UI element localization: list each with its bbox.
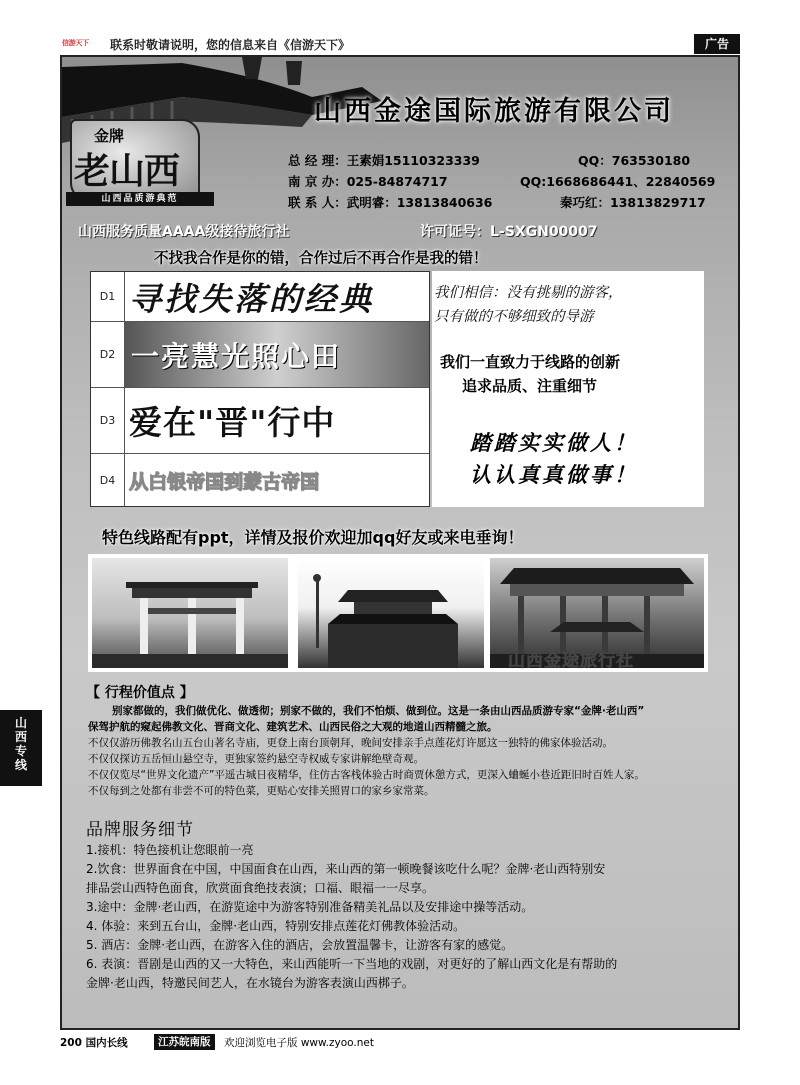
brand-name: 老山西 xyxy=(74,150,180,192)
photo-caption: 山西金途旅行社 xyxy=(508,651,634,671)
day-theme: 一亮慧光照心田 xyxy=(125,322,429,387)
qq-contact-1: QQ：763530180 xyxy=(578,153,691,168)
day-label: D4 xyxy=(91,454,125,506)
side-tab-char: 线 xyxy=(14,758,27,772)
day-itinerary-table xyxy=(90,271,430,507)
side-tab-char: 专 xyxy=(14,744,27,758)
service-item: 4. 体验：来到五台山，金牌·老山西，特别安排点莲花灯佛教体验活动。 xyxy=(86,919,466,933)
highlights-title: 【 行程价值点 】 xyxy=(86,685,194,701)
gm-contact: 总 经 理：王素娟15110323339 xyxy=(288,153,480,168)
service-item: 2.饮食：世界面食在中国，中国面食在山西，来山西的第一顿晚餐该吃什么呢？金牌·老山西特别安 xyxy=(86,862,606,876)
contact-person-2: 秦巧红：13813829717 xyxy=(560,195,706,210)
belief-line-1: 我们相信：没有挑剔的游客， xyxy=(434,285,623,301)
service-item: 1.接机：特色接机让您眼前一亮 xyxy=(86,843,254,857)
website-link[interactable]: 欢迎浏览电子版 www.zyoo.net xyxy=(224,1037,374,1049)
day-theme: 爱在"晋"行中 xyxy=(129,403,336,442)
tagline: 不找我合作是你的错，合作过后不再合作是我的错！ xyxy=(154,250,488,267)
day-label: D1 xyxy=(91,272,125,321)
highlight-paragraph: 不仅每到之处都有非尝不可的特色菜，更贴心安排关照胃口的家乡家常菜。 xyxy=(88,785,435,797)
highlight-paragraph: 别家都做的，我们做优化、做透彻；别家不做的，我们不怕烦、做到位。这是一条由山西品质游专家“金牌·老山西” xyxy=(112,705,645,717)
day-theme: 从白银帝国到蒙古帝国 xyxy=(129,470,320,493)
highlight-paragraph: 不仅仅探访五岳恒山悬空寺，更独家签约悬空寺权威专家讲解绝壁奇观。 xyxy=(88,753,424,765)
highlight-paragraph: 不仅仅览尽“世界文化遗产”平遥古城日夜精华，住仿古客栈体验古时商贾休憩方式，更深入蛐蜒小巷近距旧时百姓人家。 xyxy=(88,769,645,781)
commitment-line-1: 我们一直致力于线路的创新 xyxy=(440,353,621,371)
brand-badge xyxy=(70,119,200,201)
highlight-paragraph: 保驾护航的窥起佛教文化、晋商文化、建筑艺术、山西民俗之大观的地道山西精髓之旅。 xyxy=(88,721,498,733)
photo-memorial-arch xyxy=(92,558,288,668)
section-side-tab xyxy=(0,710,42,786)
service-item: 排品尝山西特色面食，欣赏面食绝技表演；口福、眼福一一尽享。 xyxy=(86,881,435,895)
day-label: D3 xyxy=(91,388,125,453)
photo-city-gate-tower xyxy=(298,558,484,668)
ad-label: 广告 xyxy=(694,34,740,54)
top-strip xyxy=(0,34,800,54)
qq-contact-2: QQ:1668686441、22840569 xyxy=(520,174,716,189)
contact-block xyxy=(288,151,734,214)
publication-logo: 信游天下 xyxy=(62,39,89,47)
day-row xyxy=(91,272,429,322)
day-row xyxy=(91,388,429,454)
ad-panel xyxy=(60,55,740,1030)
page-number: 200 国内长线 xyxy=(60,1037,128,1049)
nanjing-office: 南 京 办：025-84874717 xyxy=(288,174,448,189)
service-grade: 山西服务质量AAAA级接待旅行社 xyxy=(78,224,290,240)
brand-slogan: 山西品质游典范 xyxy=(66,192,214,206)
motto-line-2: 认认真真做事！ xyxy=(470,462,638,487)
service-item: 3.途中：金牌·老山西，在游览途中为游客特别准备精美礼品以及安排途中操等活动。 xyxy=(86,900,534,914)
service-item: 金牌·老山西，特邀民间艺人，在水镜台为游客表演山西梆子。 xyxy=(86,976,414,990)
motto-line-1: 踏踏实实做人！ xyxy=(470,430,638,455)
edition-badge: 江苏皖南版 xyxy=(154,1034,215,1050)
belief-line-2: 只有做的不够细致的导游 xyxy=(434,309,594,325)
commitment-line-2: 追求品质、注重细节 xyxy=(462,377,598,395)
day-row xyxy=(91,322,429,388)
highlight-paragraph: 不仅仅游历佛教名山五台山著名寺庙，更登上南台顶朝拜，晚间安排亲手点莲花灯许愿这一独特的佛家体验活动。 xyxy=(88,737,613,749)
source-note: 联系时敬请说明，您的信息来自《信游天下》 xyxy=(110,38,351,52)
contact-person-1: 联 系 人：武明睿：13813840636 xyxy=(288,195,493,210)
day-row xyxy=(91,454,429,506)
license-number: 许可证号：L-SXGN00007 xyxy=(420,224,598,240)
company-name: 山西金途国际旅游有限公司 xyxy=(314,96,674,127)
day-theme: 寻找失落的经典 xyxy=(129,279,375,318)
services-title: 品牌服务细节 xyxy=(86,820,194,840)
side-tab-char: 西 xyxy=(14,730,27,744)
brand-gold-label: 金牌 xyxy=(94,127,125,145)
photo-strip xyxy=(88,554,708,672)
side-tab-char: 山 xyxy=(14,716,27,730)
ppt-notice: 特色线路配有ppt，详情及报价欢迎加qq好友或来电垂询！ xyxy=(102,528,524,547)
day-label: D2 xyxy=(91,322,125,387)
service-item: 6. 表演：晋剧是山西的又一大特色，来山西能听一下当地的戏剧，对更好的了解山西文化是有帮助的 xyxy=(86,957,618,971)
service-item: 5. 酒店：金牌·老山西，在游客入住的酒店，会放置温馨卡，让游客有家的感觉。 xyxy=(86,938,514,952)
page-footer xyxy=(60,1034,740,1050)
